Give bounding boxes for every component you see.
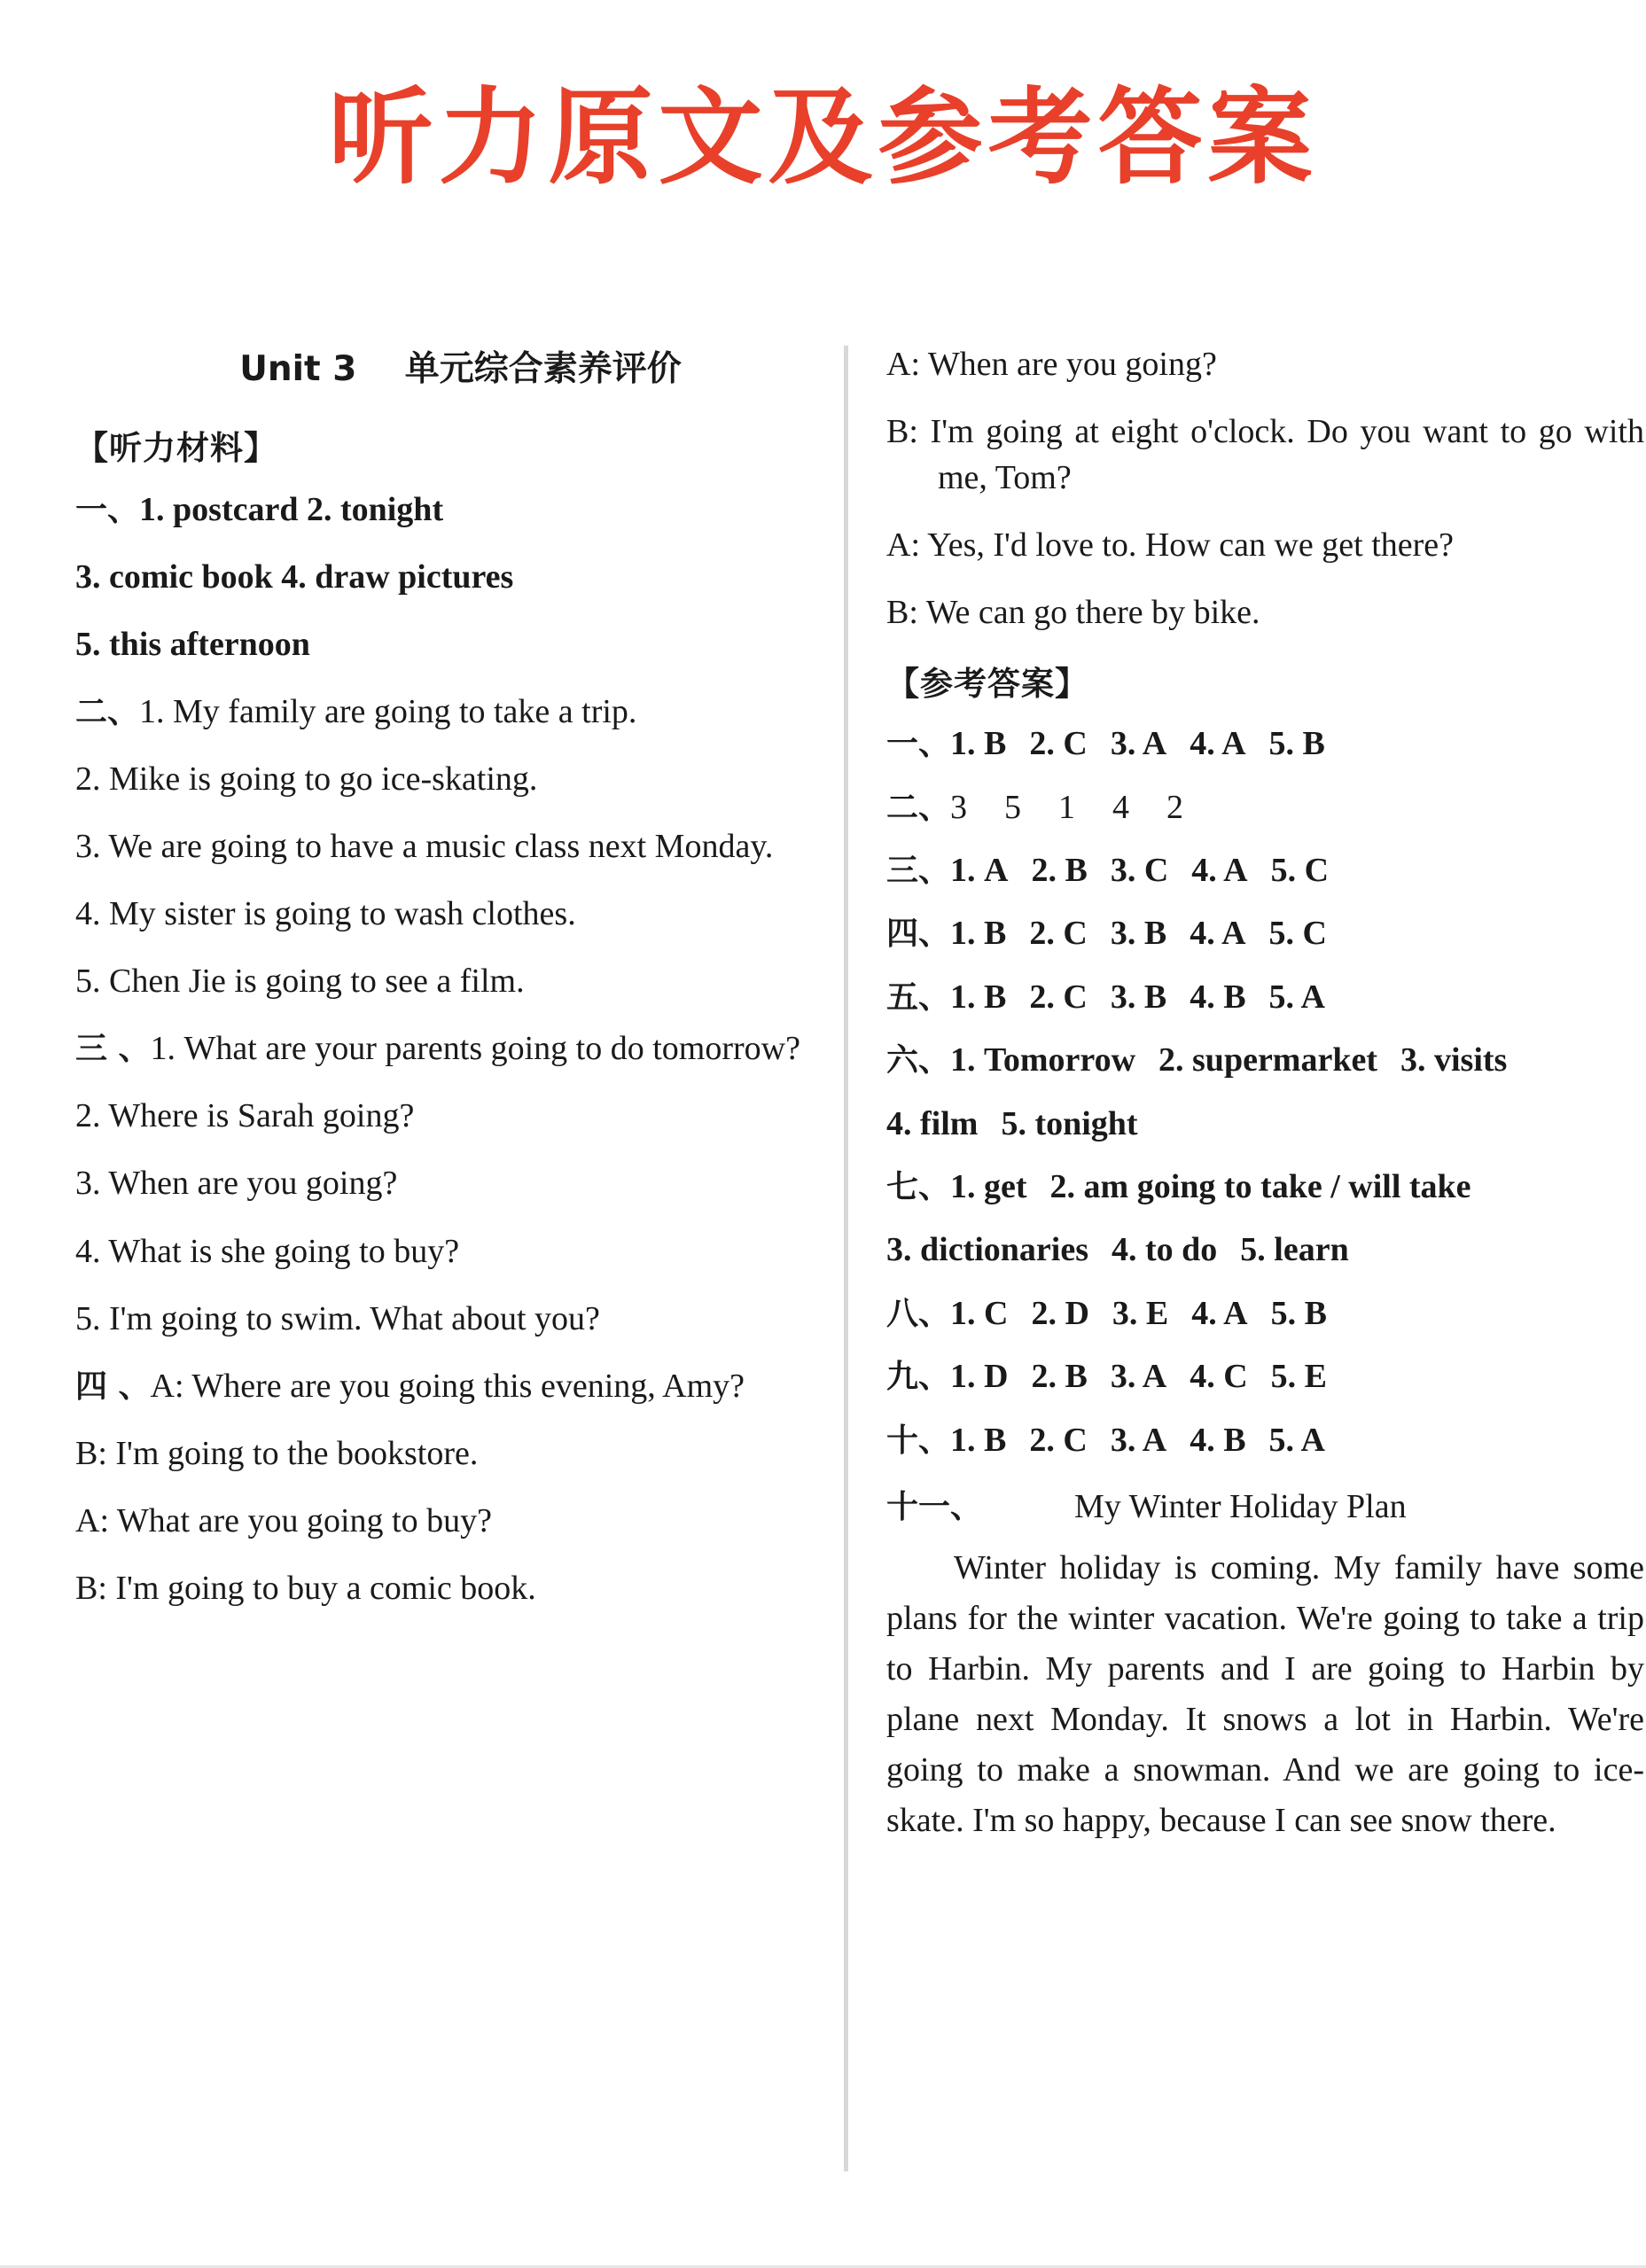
answer-row: [886, 1355, 1644, 1399]
listening-text: 2. Mike is going to go ice-skating.: [75, 760, 538, 799]
answer-row: [886, 1419, 1644, 1462]
column-divider: [844, 346, 848, 2171]
answer-item: 5. B: [1268, 725, 1325, 763]
listening-text: 3. comic book 4. draw pictures: [75, 558, 514, 596]
answer-item: 5. A: [1268, 1421, 1325, 1459]
dialogue-text: A: Yes, I'd love to. How can we get there?: [886, 526, 1455, 565]
answer-item: 2. C: [1029, 915, 1088, 953]
answer-item: 3. visits: [1400, 1041, 1508, 1079]
dialogue-text: A: What are you going to buy?: [75, 1501, 492, 1539]
answer-item: 3. C: [1110, 852, 1169, 890]
answer-item: 2. am going to take / will take: [1049, 1167, 1471, 1205]
listening-text: 1. What are your parents going to do tomorrow?: [150, 1030, 800, 1068]
listening-item: [75, 891, 833, 937]
listening-text: 3. We are going to have a music class next Monday.: [75, 828, 774, 866]
dialogue-line: [75, 1430, 833, 1477]
dialogue-text: B: I'm going at eight o'clock. Do you want to go with me, Tom?: [886, 413, 1644, 497]
answer-marker: 三、: [886, 853, 951, 890]
answer-marker: 七、: [886, 1168, 951, 1205]
listening-item: [75, 1025, 833, 1072]
answer-marker: 四、: [886, 916, 951, 953]
answer-item: 2. supermarket: [1158, 1041, 1377, 1079]
answer-marker: 十、: [886, 1422, 951, 1459]
answer-item: 5. B: [1270, 1294, 1327, 1332]
answer-item: 1. B: [950, 725, 1007, 763]
answer-item: 2. D: [1031, 1294, 1089, 1332]
left-column: [75, 341, 833, 1633]
answer-item: 4. film: [886, 1104, 979, 1142]
answer-item: 1. D: [950, 1358, 1009, 1396]
answer-item: 2. C: [1029, 1421, 1088, 1459]
essay-heading: [886, 1482, 1644, 1527]
answer-item: 1. get: [950, 1167, 1027, 1205]
listening-item: [75, 1228, 833, 1274]
dialogue-text: B: We can go there by bike.: [886, 594, 1260, 632]
answer-item: 3. E: [1112, 1294, 1169, 1332]
answer-row: [886, 976, 1644, 1019]
answer-item: 3. dictionaries: [886, 1231, 1088, 1269]
dialogue-text: B: I'm going to buy a comic book.: [75, 1569, 536, 1607]
listening-item: [75, 823, 833, 869]
listening-item: [75, 689, 833, 735]
answer-marker: 五、: [886, 978, 951, 1016]
answer-item: 4. B: [1190, 1421, 1246, 1459]
answer-item: 4: [1112, 788, 1130, 826]
right-column: [886, 341, 1644, 1846]
answer-item: 1. Tomorrow: [950, 1041, 1136, 1079]
answer-item: 5. C: [1268, 915, 1327, 953]
answer-item: 3. A: [1110, 725, 1167, 763]
answer-row: [886, 1292, 1644, 1336]
dialogue-text: A: Where are you going this evening, Amy?: [150, 1367, 745, 1405]
listening-item: [75, 756, 833, 802]
answer-marker: 六、: [886, 1042, 951, 1079]
answer-item: 5. E: [1270, 1358, 1327, 1396]
essay-title-text: My Winter Holiday Plan: [1074, 1487, 1407, 1525]
listening-text: 5. this afternoon: [75, 626, 310, 664]
listening-text: 4. My sister is going to wash clothes.: [75, 895, 576, 933]
answer-item: 2: [1166, 788, 1184, 826]
listening-item: [75, 958, 833, 1004]
dialogue-line: [886, 409, 1644, 501]
listening-item: [75, 1160, 833, 1206]
answer-marker: 二、: [886, 789, 951, 826]
answer-item: 3. A: [1110, 1358, 1167, 1396]
answer-row: [886, 1103, 1644, 1146]
answer-item: 2. B: [1031, 852, 1088, 890]
part-marker-four: 四 、: [75, 1368, 151, 1405]
dialogue-line: [75, 1565, 833, 1611]
answer-item: 1. A: [950, 852, 1009, 890]
listening-text: 1. postcard 2. tonight: [139, 491, 444, 528]
answer-row: [886, 1165, 1644, 1209]
answer-item: 4. C: [1190, 1358, 1248, 1396]
answer-item: 3: [950, 788, 968, 826]
page-banner: [0, 76, 1646, 199]
answer-item: 4. B: [1190, 978, 1246, 1016]
answer-row: [886, 849, 1644, 892]
answer-item: 5. learn: [1240, 1231, 1349, 1269]
answer-item: 4. A: [1190, 915, 1246, 953]
dialogue-line: [75, 1363, 833, 1409]
listening-item: [75, 554, 833, 600]
answer-item: 5. C: [1270, 852, 1330, 890]
answer-item: 1. B: [950, 915, 1007, 953]
answer-key-heading: 【参考答案】: [886, 665, 1088, 704]
listening-item: [75, 487, 833, 533]
listening-text: 5. Chen Jie is going to see a film.: [75, 963, 525, 1001]
listening-item: [75, 1296, 833, 1342]
part-marker-three: 三 、: [75, 1031, 151, 1068]
dialogue-line: [886, 589, 1644, 635]
answer-row: [886, 786, 1644, 830]
unit-heading: Unit 3 单元综合素养评价: [239, 349, 682, 389]
answer-item: 1. B: [950, 1421, 1007, 1459]
answer-item: 1: [1058, 788, 1076, 826]
answer-marker: 九、: [886, 1359, 951, 1396]
answer-item: 3. B: [1110, 978, 1167, 1016]
answer-item: 4. A: [1191, 852, 1248, 890]
dialogue-line: [75, 1498, 833, 1544]
listening-text: 3. When are you going?: [75, 1165, 398, 1203]
answer-item: 1. B: [950, 978, 1007, 1016]
answer-marker: 一、: [886, 726, 951, 763]
listening-item: [75, 621, 833, 667]
answer-item: 4. A: [1191, 1294, 1248, 1332]
answer-item: 2. B: [1031, 1358, 1088, 1396]
answer-item: 2. C: [1029, 725, 1088, 763]
part-marker-two: 二、: [75, 694, 140, 731]
answer-row: [886, 1039, 1644, 1082]
answer-item: 5: [1004, 788, 1022, 826]
essay-body: Winter holiday is coming. My family have some plans for the winter vacation. We're going to take a trip to Harbin. My parents and I are going to Harbin by plane next Monday. It snows a lot in Harbin. We're going to make a snowman. And we are going to ice-skate. I'm so happy, because I can see snow there.: [886, 1548, 1644, 1839]
dialogue-line: [886, 341, 1644, 387]
answer-item: 5. A: [1268, 978, 1325, 1016]
answer-item: 1. C: [950, 1294, 1009, 1332]
answer-item: 5. tonight: [1001, 1104, 1138, 1142]
answer-item: 4. to do: [1111, 1231, 1218, 1269]
dialogue-line: [886, 522, 1644, 568]
listening-material-heading: 【听力材料】: [75, 429, 277, 467]
listening-text: 1. My family are going to take a trip.: [139, 693, 637, 731]
listening-text: 2. Where is Sarah going?: [75, 1097, 415, 1135]
answer-row: [886, 1228, 1644, 1272]
listening-text: 5. I'm going to swim. What about you?: [75, 1299, 600, 1337]
answer-item: 3. A: [1110, 1421, 1167, 1459]
answer-marker: 八、: [886, 1295, 951, 1332]
part-marker-one: 一、: [75, 492, 140, 528]
answer-item: 3. B: [1110, 915, 1167, 953]
page-title: 听力原文及参考答案: [328, 76, 1318, 199]
listening-item: [75, 1093, 833, 1139]
answer-marker: 十一、: [886, 1488, 983, 1525]
answer-row: [886, 912, 1644, 955]
dialogue-text: B: I'm going to the bookstore.: [75, 1434, 479, 1472]
dialogue-text: A: When are you going?: [886, 346, 1217, 383]
answer-row: [886, 722, 1644, 766]
listening-text: 4. What is she going to buy?: [75, 1232, 460, 1270]
answer-item: 4. A: [1190, 725, 1246, 763]
document-body: [0, 341, 1646, 2202]
answer-item: 2. C: [1029, 978, 1088, 1016]
